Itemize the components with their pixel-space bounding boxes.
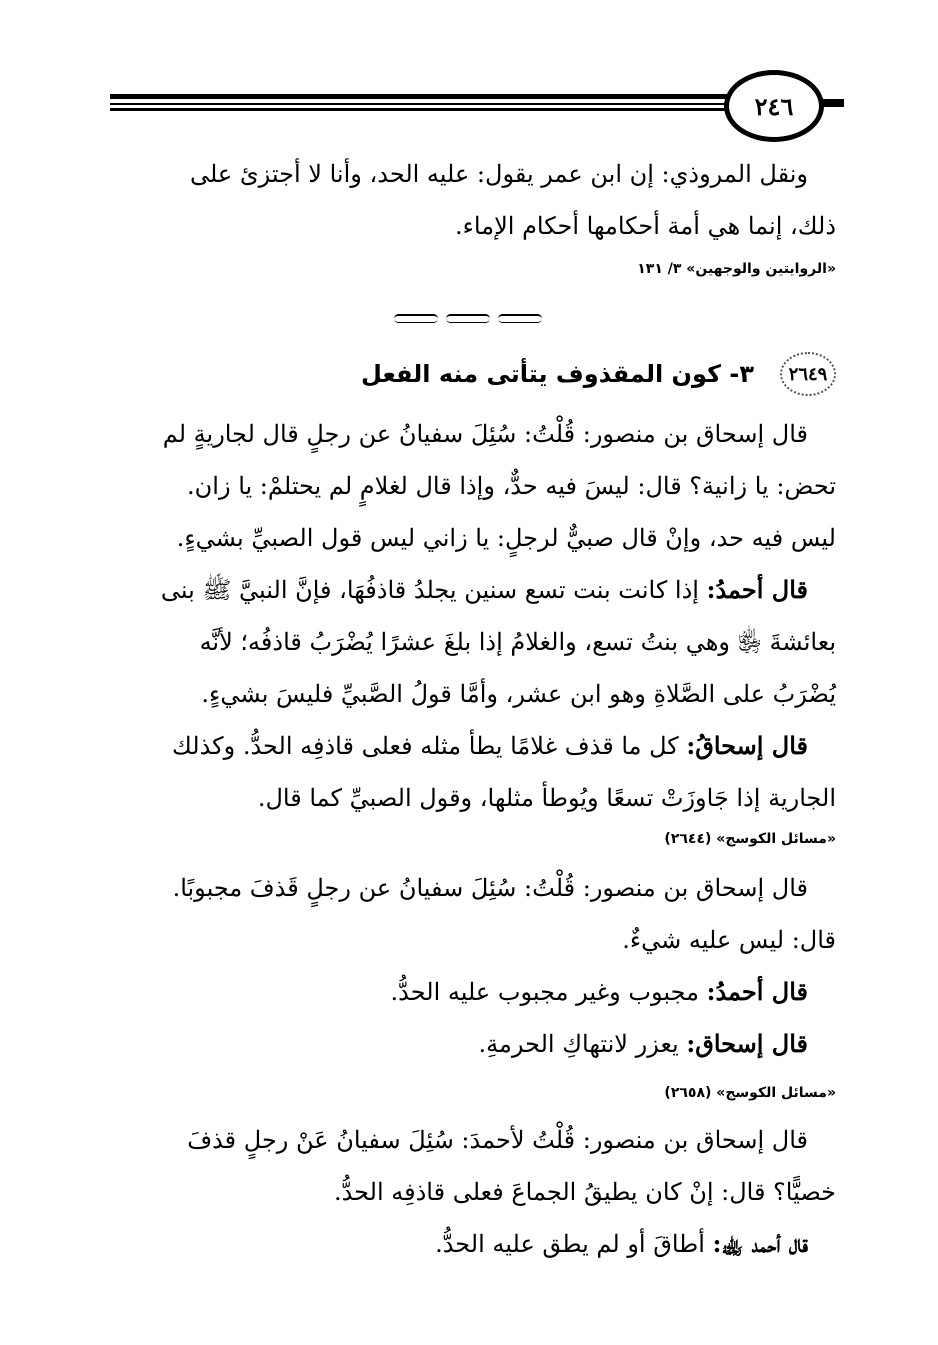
header-rule: [110, 108, 740, 111]
text-line: [106, 966, 836, 1018]
source-reference: «مسائل الكوسج» (٢٦٥٨): [664, 1085, 836, 1101]
text-line: [106, 1218, 836, 1270]
speaker-label: قال أحمدُ:: [706, 977, 808, 1006]
text-line: [106, 564, 836, 616]
page-header: [110, 70, 840, 140]
speaker-label: قال أحمدُ:: [706, 575, 808, 604]
text-line: قال إسحاق بن منصور: قُلْتُ: سُئِلَ سفيانُ عن رجلٍ قَذفَ مجبوبًا.: [172, 874, 808, 902]
issue-number-badge: ٢٦٤٩: [780, 352, 836, 396]
text-line: يُضْرَبُ على الصَّلاةِ وهو ابن عشر، وأمَّا قولُ الصَّبيِّ فليسَ بشيءٍ.: [201, 680, 836, 708]
header-rule: [110, 103, 740, 105]
speaker-text: أطاقَ أو لم يطق عليه الحدُّ.: [435, 1230, 705, 1258]
header-rule: [110, 94, 740, 99]
text-line: بعائشةَ ﵂ وهي بنتُ تسع، والغلامُ إذا بلغَ عشرًا يُضْرَبُ قاذفُه؛ لأنَّه: [199, 628, 836, 656]
text-line: ونقل المروذي: إن ابن عمر يقول: عليه الحد، وأنا لا أجتزئ على: [189, 160, 808, 188]
header-rule-end: [822, 99, 844, 107]
text-line: قال إسحاق بن منصور: قُلْتُ: سُئِلَ سفيانُ عن رجلٍ قال لجاريةٍ لم: [162, 420, 808, 448]
text-line: قال: ليس عليه شيءٌ.: [622, 926, 836, 954]
text-line: ليس فيه حد، وإنْ قال صبيٌّ لرجلٍ: يا زاني ليس قول الصبيِّ بشيءٍ.: [176, 524, 836, 552]
text-line: تحض: يا زانية؟ قال: ليسَ فيه حدٌّ، وإذا قال لغلامٍ لم يحتلمْ: يا زان.: [187, 472, 836, 500]
block-3: [106, 1114, 836, 1270]
speaker-text: كل ما قذف غلامًا يطأ مثله فعلى قاذفِه الحدُّ. وكذلك: [172, 732, 679, 760]
text-line: قال إسحاق بن منصور: قُلْتُ لأحمدَ: سُئِلَ سفيانُ عَنْ رجلٍ قذفَ: [187, 1126, 808, 1154]
source-reference: «مسائل الكوسج» (٢٦٤٤): [664, 831, 836, 847]
text-line: الجارية إذا جَاوزَتْ تسعًا ويُوطأ مثلها، وقول الصبيِّ كما قال.: [257, 784, 836, 812]
divider-ornament: [390, 308, 550, 318]
section-title: ٣- كون المقذوف يتأتى منه الفعل: [361, 360, 754, 388]
intro-block: [106, 148, 836, 280]
block-1: [106, 408, 836, 850]
text-line: ذلك، إنما هي أمة أحكامها أحكام الإماء.: [455, 212, 836, 240]
text-line: خصيًّا؟ قال: إنْ كان يطيقُ الجماعَ فعلى قاذفِه الحدُّ.: [333, 1178, 836, 1206]
speaker-label: قال إسحاق:: [686, 1029, 808, 1058]
block-2: [106, 862, 836, 1104]
page-number: ٢٤٦: [724, 70, 824, 142]
speaker-text: مجبوب وغير مجبوب عليه الحدُّ.: [390, 978, 699, 1006]
source-reference: «الروايتين والوجهين» ٣/ ١٣١: [637, 261, 836, 277]
section-heading: [106, 352, 836, 396]
speaker-label: قال أحمد ﵀:: [712, 1229, 808, 1258]
text-line: [106, 1018, 836, 1070]
speaker-label: قال إسحاقُ:: [686, 731, 808, 760]
speaker-text: إذا كانت بنت تسع سنين يجلدُ قاذفُهَا، فإنَّ النبيَّ ﷺ بنى: [160, 576, 699, 604]
speaker-text: يعزر لانتهاكِ الحرمةِ.: [478, 1030, 679, 1058]
text-line: [106, 720, 836, 772]
